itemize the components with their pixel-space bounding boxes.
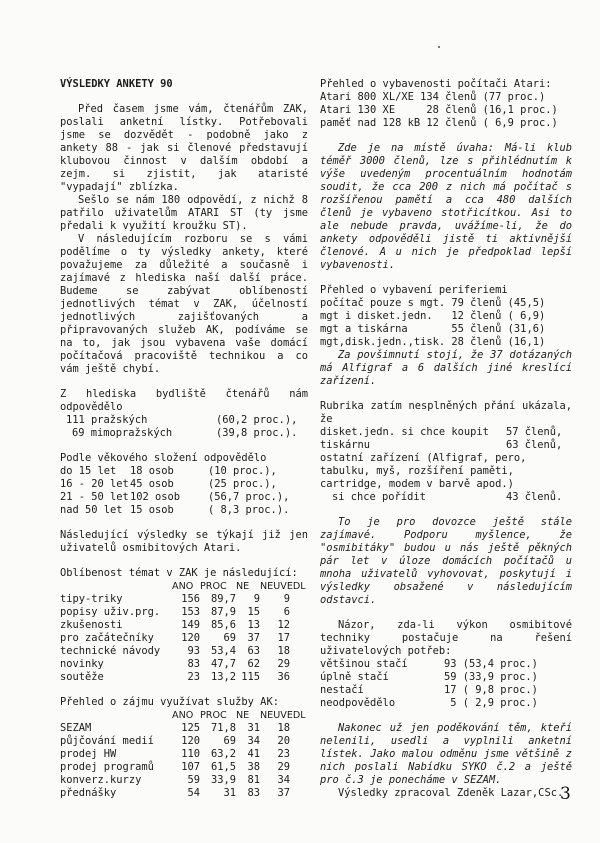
topic-row-ano: 153 [181,606,200,618]
service-row [60,761,308,774]
topic-row-neuv: 12 [277,619,290,631]
service-row [60,787,308,800]
intro-paragraph-3: V následujícím rozboru se s vámi podělíme o ty výsledky ankety, které považujeme za důležité a současně i zajímavé z hlediska naší další práce. Budeme se zabývat oblíbeností jednotlivých témat v ZAK, účelností jednotlivých zajišťovaných a připravovaných služeb AK, podíváme se na to, jak jsou vybavena vaše domácí počítačová pracoviště technikou a co vám ještě chybí. [60,233,308,375]
intro-paragraph-2: Sešlo se nám 180 odpovědí, z nichž 8 patřilo uživatelům ATARI ST (ty jsme předali k využití kroužku ST). [60,194,308,232]
service-row-proc: 31 [223,787,236,799]
page-number: 3 [560,784,571,804]
residence-row: 111 pražských (60,2 proc.), [66,414,298,426]
topic-row-name: tipy-triky [60,593,123,605]
comment-paragraph-2: Za povšimnutí stojí, že 37 dotázaných má Alfigraf a 6 dalších jiné kreslící zařízení. [320,349,572,387]
topic-row [60,632,308,645]
periph-row: počítač pouze s mgt. 79 členů (45,5) [320,297,546,309]
services-table [60,696,308,800]
topic-row-name: popisy uživ.prg. [60,606,161,618]
periph-block [320,284,572,349]
service-row-ne: 34 [247,735,260,747]
service-row-ano: 107 [181,761,200,773]
opinion-row: úplně stačí 59 (33,9 proc.) [320,671,538,683]
opinion-block [320,619,572,710]
service-row-name: přednášky [60,787,117,799]
service-row [60,735,308,748]
services-header-row: ANO PROC NE NEUVEDL [172,710,306,721]
topic-row-ano: 149 [181,619,200,631]
topic-row-name: technické návody [60,645,161,657]
periph-row: mgt i disket.jedn. 12 členů ( 6,9) [320,310,546,322]
topic-row-name: novinky [60,658,104,670]
topic-row-neuv: 17 [277,632,290,644]
topics-heading: Oblíbenost témat v ZAK je následující: [60,567,298,579]
signature: Výsledky zpracoval Zdeněk Lazar,CSc. [338,787,564,799]
article-title: VÝSLEDKY ANKETY 90 [60,78,173,90]
equip-heading: Přehled o vybavenosti počítači Atari: [320,78,552,90]
service-row-proc: 33,9 [210,774,236,786]
topic-row [60,645,308,658]
service-row-ano: 54 [187,787,200,799]
wishes-other: ostatní zařízení (Alfigraf, pero, tabulku, myš, rozšíření paměti, cartridge, modem v barvě apod.) [320,452,527,490]
service-row-name: SEZAM [60,722,92,734]
opinion-row: většinou stačí 93 (53,4 proc.) [320,658,538,670]
opinion-row: nestačí 17 ( 9,8 proc.) [320,684,538,696]
residence-row: 69 mimopražských (39,8 proc.). [72,427,298,439]
wishes-row: tiskárnu 63 členů, [320,439,563,451]
service-row-name: prodej programů [60,761,154,773]
note-8bit: Následující výsledky se týkají již jen uživatelů osmibitových Atari. [60,529,308,554]
service-row-ne: 38 [247,761,260,773]
topic-row-proc: 13,2 [210,671,236,683]
age-row: do 15 let 18 osob (10 proc.), [60,465,277,477]
topic-row-ne: 9 [253,593,260,605]
topic-row-ne: 15 [247,606,260,618]
equip-row: paměť nad 128 kB 12 členů ( 6,9 proc.) [320,117,558,129]
age-block [60,452,308,517]
residence-block [60,388,308,440]
opinion-row: neodpovědělo 5 ( 2,9 proc.) [320,697,538,709]
topic-row [60,619,308,632]
topic-row-ne: 13 [247,619,260,631]
topic-row-proc: 69 [223,632,236,644]
service-row-neuv: 37 [277,787,290,799]
service-row-neuv: 23 [277,748,290,760]
service-row-neuv: 34 [277,774,290,786]
periph-heading: Přehled o vybavení periferiemi [320,284,508,296]
topic-row-neuv: 29 [277,658,290,670]
service-row-name: půjčování medií [60,735,154,747]
topic-row-neuv: 36 [277,671,290,683]
topic-row [60,606,308,619]
left-column [60,78,308,800]
service-row-ano: 59 [187,774,200,786]
periph-row: mgt,disk.jedn.,tisk. 28 členů (16,1) [320,336,546,348]
service-row-proc: 63,2 [210,748,236,760]
topic-row [60,593,308,606]
comment-paragraph-1: Zde je na místě úvaha: Má-li klub téměř 3000 členů, lze s přihlédnutím k výše uvedeným procentuálním hodnotám soudit, že cca 200 z nich má počítač s rozšířenou pamětí a cca 480 dalších členů je vybaveno stotřicítkou. Asi to ale nebude pravda, uvážíme-li, že do ankety odpověděli jistě ti aktivnější členové. A u nich je předpoklad lepší vybavenosti. [320,142,572,271]
topic-row-name: zkušenosti [60,619,123,631]
service-row-ne: 31 [247,722,260,734]
service-row-neuv: 29 [277,761,290,773]
topic-row-name: pro začátečníky [60,632,154,644]
topic-row [60,658,308,671]
opinion-intro: Názor, zda-li výkon osmibitové techniky postačuje na řešení uživatelových potřeb: [320,619,572,657]
topic-row-proc: 87,9 [210,606,236,618]
topic-row-neuv: 18 [277,645,290,657]
wishes-block [320,400,572,504]
topic-row-proc: 47,7 [210,658,236,670]
topic-row-ano: 156 [181,593,200,605]
service-row-name: prodej HW [60,748,117,760]
topics-header-row: ANO PROC NE NEUVEDL [172,581,306,592]
topic-row-name: soutěže [60,671,104,683]
topic-row-ano: 23 [187,671,200,683]
topic-row-ne: 37 [247,632,260,644]
service-row [60,748,308,761]
comment-paragraph-3: To je pro dovozce ještě stále zajímavé. Podporu myšlence, že "osmibitáky" budou u nás ještě pěkných pár let v úloze domácích počítačů u mnoha uživatelů vyhovovat, poskytují i výsledky obsažené v následujícím odstavci. [320,516,572,606]
topic-row-ano: 93 [187,645,200,657]
right-column [320,78,572,800]
wishes-row: si chce pořídit 43 členů. [332,491,563,503]
wishes-intro: Rubrika zatím nesplněných přání ukázala, že [320,400,572,425]
speck [438,46,440,48]
topic-row-ne: 63 [247,645,260,657]
service-row-neuv: 20 [277,735,290,747]
residence-heading: Z hlediska bydliště čtenářů nám odpovědělo [60,388,308,413]
service-row-ano: 125 [181,722,200,734]
service-row-proc: 61,5 [210,761,236,773]
intro-paragraph-1: Před časem jsme vám, čtenářům ZAK, poslali anketní lístky. Potřebovali jsme se dozvědět - podobně jako z ankety 88 - jak si členové představují klubovou činnost v dalším období a zejm. si zjistit, jak ataristé "vypadají" zblízka. [60,103,308,193]
wishes-row: disket.jedn. si chce koupit 57 členů, [320,426,563,438]
equip-row: Atari 800 XL/XE 134 členů (77 proc.) [320,91,546,103]
service-row-ano: 120 [181,735,200,747]
topic-row-proc: 53,4 [210,645,236,657]
service-row-name: konverz.kurzy [60,774,142,786]
topic-row-ano: 83 [187,658,200,670]
service-row-proc: 69 [223,735,236,747]
topic-row-neuv: 6 [283,606,290,618]
topic-row-proc: 89,7 [210,593,236,605]
age-heading: Podle věkového složení odpovědělo [60,452,267,464]
service-row-ne: 83 [247,787,260,799]
topics-table [60,567,308,684]
topic-row-ne: 62 [247,658,260,670]
topic-row-neuv: 9 [283,593,290,605]
equip-row: Atari 130 XE 28 členů (16,1 proc.) [320,104,558,116]
service-row-proc: 71,8 [210,722,236,734]
services-heading: Přehled o zájmu využívat služby AK: [60,696,279,708]
periph-row: mgt a tiskárna 55 členů (31,6) [320,323,546,335]
service-row-neuv: 18 [277,722,290,734]
topic-row-ne: 115 [241,671,260,683]
age-row: nad 50 let 15 osob ( 8,3 proc.). [60,504,290,516]
age-row: 21 - 50 let 102 osob (56,7 proc.), [60,491,290,503]
topic-row-ano: 120 [181,632,200,644]
service-row-ne: 81 [247,774,260,786]
service-row-ano: 110 [181,748,200,760]
topic-row-proc: 85,6 [210,619,236,631]
service-row [60,722,308,735]
age-row: 16 - 20 let 45 osob (25 proc.), [60,478,277,490]
comment-paragraph-4: Nakonec už jen poděkování těm, kteří nelenili, usedli a vyplnili anketní lístek. Jako malou odměnu jsme většině z nich poslali Nabídku SYKO č.2 a ještě pro č.3 je ponecháme v SEZAM. [320,722,572,786]
service-row-ne: 41 [247,748,260,760]
topic-row [60,671,308,684]
equip-block [320,78,572,130]
service-row [60,774,308,787]
